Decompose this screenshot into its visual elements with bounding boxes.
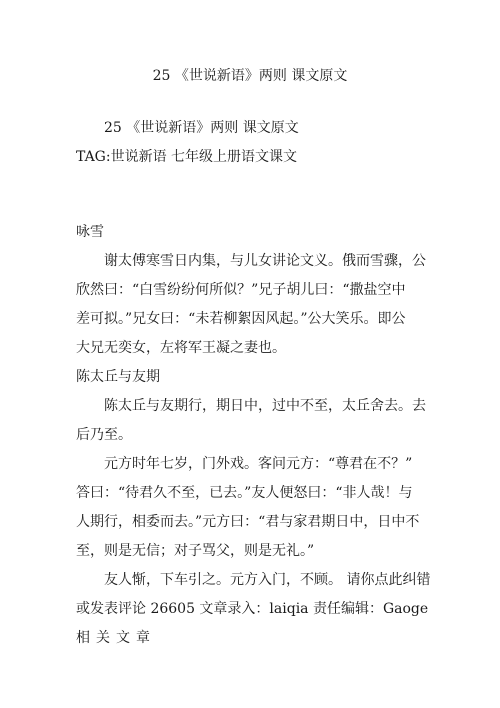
subtitle: 25 《世说新语》两则 课文原文 [104, 120, 299, 136]
paragraph-line: 谢太傅寒雪日内集，与儿女讲论文义。俄而雪骤，公 [104, 253, 426, 269]
paragraph-line: 至，则是无信；对子骂父，则是无礼。” [76, 543, 315, 559]
paragraph-line: 友人惭，下车引之。元方入门，不顾。 请你点此纠错 [104, 572, 431, 588]
article-body [76, 218, 431, 653]
paragraph-line: 人期行，相委而去。”元方曰：“君与家君期日中，日中不 [76, 514, 420, 530]
paragraph-line: 差可拟。”兄女曰：“未若柳絮因风起。”公大笑乐。即公 [76, 311, 406, 327]
page-title: 25 《世说新语》两则 课文原文 [152, 68, 348, 84]
paragraph-line: 或发表评论 26605 文章录入：laiqia 责任编辑：Gaoge [76, 601, 429, 617]
related-articles-label[interactable]: 相关文章 [76, 630, 156, 646]
tag-line: TAG:世说新语 七年级上册语文课文 [76, 149, 298, 165]
header-block [76, 114, 426, 172]
section-heading-yongxue: 咏雪 [76, 224, 104, 240]
section-heading-chentaiqiu: 陈太丘与友期 [76, 369, 160, 385]
paragraph-line: 欣然曰：“白雪纷纷何所似？”兄子胡儿曰：“撒盐空中 [76, 282, 406, 298]
paragraph-line: 陈太丘与友期行，期日中，过中不至，太丘舍去。去 [104, 398, 426, 414]
paragraph-line: 答曰：“待君久不至，已去。”友人便怒曰：“非人哉！与 [76, 485, 413, 501]
paragraph-line: 大兄无奕女，左将军王凝之妻也。 [76, 340, 286, 356]
paragraph-line: 后乃至。 [76, 427, 132, 443]
paragraph-line: 元方时年七岁，门外戏。客问元方：“尊君在不？” [104, 456, 413, 472]
